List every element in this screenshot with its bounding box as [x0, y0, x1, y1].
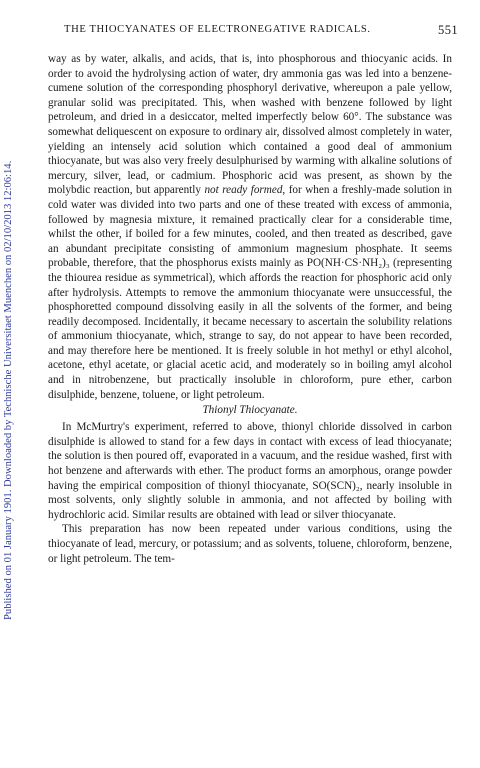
paragraph-1-part-2: for when a freshly-made solution in cold water was divided into two parts and one of these treated with excess of ammonia, followed by magnesia mixture, it remained practically clear for a considerable time, whilst the other, if boiled for a few minutes, cooled, and then treated as described, gave an abundant precipitate consisting of ammonium magnesium phosphate. It seems probable, therefore, that the phosphorus exists mainly as PO(NH·CS·NH₂)₃ (representing the thiourea residue as symmetrical), which affords the reaction for phosphoric acid only after hydrolysis. Attempts to remove the ammonium thiocyanate were unsuccessful, the phosphoretted compound dissolving easily in all the solvents of the former, and being readily decomposed. Incidentally, it became necessary to ascertain the solubility relations of ammonium thiocyanate, which, strange to say, do not appear to have been recorded, and may therefore here be mentioned. It is freely soluble in hot methyl or ethyl alcohol, acetone, ethyl acetate, or glacial acetic acid, and moderately so in boiling amyl alcohol and in nitrobenzene, but practically insoluble in chloroform, pure ether, carbon disulphide, benzene, toluene, or light petroleum. [48, 184, 453, 401]
margin-note [2, 20, 16, 620]
section-heading: Thionyl Thiocyanate. [202, 404, 298, 417]
page-number: 551 [438, 23, 458, 37]
page [48, 0, 458, 566]
body-text [48, 52, 452, 566]
paragraph-1 [48, 52, 452, 402]
running-head [48, 23, 458, 44]
paragraph-2: In McMurtry's experiment, referred to above, thionyl chloride dissolved in carbon disulphide is allowed to stand for a few days in contact with excess of lead thiocyanate; the solution is then poured off, evaporated in a vacuum, and the residue washed, first with hot benzene and afterwards with ether. The product forms an amorphous, orange powder having the empirical composition of thionyl thiocyanate, SO(SCN)₂, nearly insoluble in most solvents, only slightly soluble in ammonia, and not affected by boiling with hydrochloric acid. Similar results are obtained with lead or silver thiocyanate. [48, 421, 452, 521]
running-title: THE THIOCYANATES OF ELECTRONEGATIVE RADICALS. [64, 24, 371, 35]
download-notice: Published on 01 January 1901. Downloaded by Technische Universitaet Muenchen on 02/10/2013 12:06:14. [3, 160, 14, 620]
paragraph-3: This preparation has now been repeated under various conditions, using the thiocyanate of lead, mercury, or potassium; and as solvents, toluene, chloroform, benzene, or light petroleum. The tem- [48, 523, 452, 565]
paragraph-1-italic: not ready formed, [204, 184, 286, 197]
paragraph-1-part-1: way as by water, alkalis, and acids, that is, into phosphorous and thiocyanic acids. In order to avoid the hydrolysing action of water, dry ammonia gas was led into a benzene-cumene solution of the corresponding phosphoryl derivative, whereupon a pale yellow, granular solid was precipitated. This, when washed with benzene followed by light petroleum, and dried in a desiccator, melted imperfectly below 60°. The substance was somewhat deliquescent on exposure to ordinary air, dissolved almost completely in water, yielding an intensely acid solution which contained a good deal of ammonium thiocyanate, but was also very freely desulphurised by warming with alkaline solutions of mercury, silver, lead, or cadmium. Phosphoric acid was present, as shown by the molybdic reaction, but apparently [48, 53, 452, 197]
